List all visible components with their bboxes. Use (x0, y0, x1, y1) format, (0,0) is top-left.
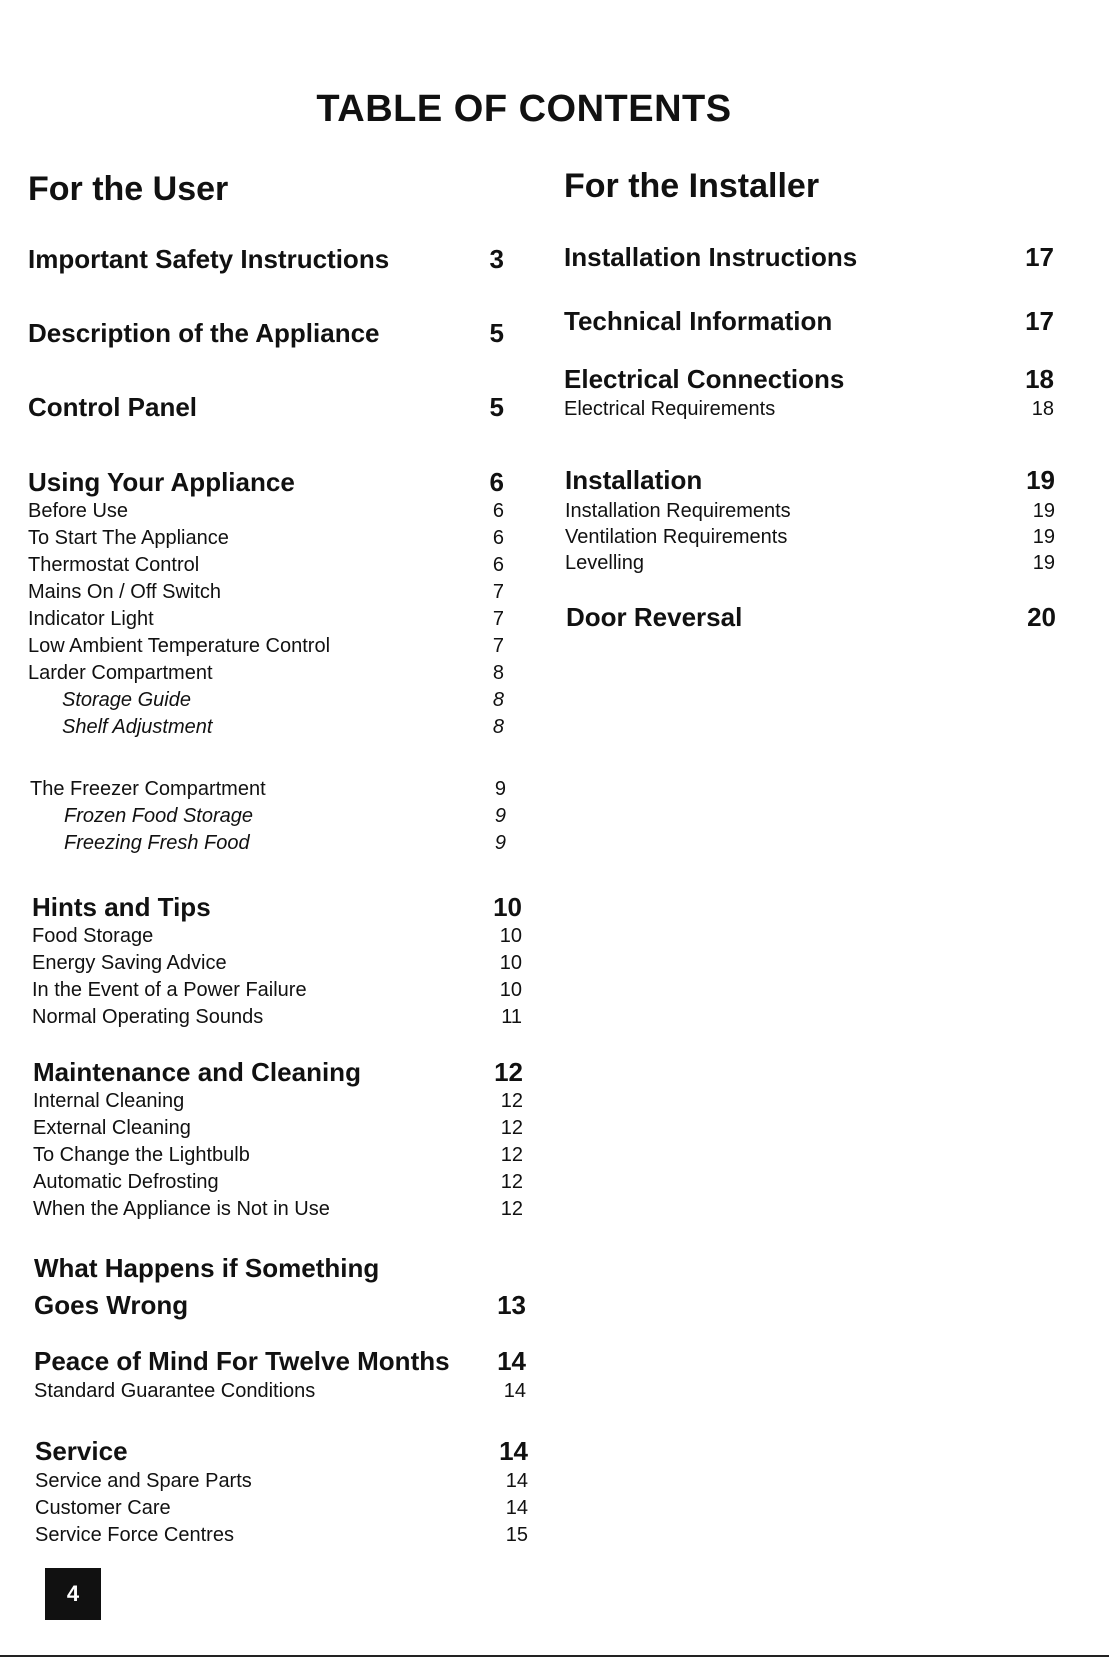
toc-entry-frozen-storage (30, 805, 506, 828)
toc-entry-label: Mains On / Off Switch (28, 581, 222, 603)
toc-entry-inst-req (565, 500, 1055, 523)
toc-entry-page: 12 (500, 1198, 523, 1220)
toc-entry-force-centres (35, 1524, 528, 1547)
toc-entry-label: Standard Guarantee Conditions (34, 1380, 316, 1402)
toc-entry-label: Important Safety Instructions (28, 244, 390, 274)
toc-entry-elec-req (564, 398, 1054, 421)
toc-entry-freezer (30, 778, 506, 801)
toc-entry-customer-care (35, 1497, 528, 1520)
toc-entry-guarantee (34, 1380, 526, 1403)
toc-entry-label: Storage Guide (62, 689, 191, 711)
toc-entry-page: 19 (1026, 465, 1055, 495)
installer-column-heading: For the Installer (564, 167, 820, 205)
toc-entry-page: 5 (489, 318, 504, 348)
toc-entry-label: Service (35, 1436, 128, 1466)
toc-entry-label: Hints and Tips (32, 892, 211, 922)
toc-entry-page: 14 (503, 1380, 526, 1402)
toc-entry-label: To Start The Appliance (28, 527, 229, 549)
toc-entry-label: Normal Operating Sounds (32, 1006, 264, 1028)
toc-entry-label: Electrical Requirements (564, 398, 776, 420)
toc-entry-freezing-fresh (30, 832, 506, 855)
toc-entry-internal (33, 1090, 523, 1113)
toc-entry-page: 9 (494, 778, 506, 800)
toc-entry-page: 6 (492, 527, 504, 549)
toc-entry-food-storage (32, 925, 522, 948)
toc-entry-indicator (28, 608, 504, 631)
toc-entry-lightbulb (33, 1144, 523, 1167)
toc-entry-page: 15 (505, 1524, 528, 1546)
toc-entry-page: 6 (489, 467, 504, 497)
toc-entry-page: 17 (1025, 306, 1054, 336)
toc-entry-label: Customer Care (35, 1497, 171, 1519)
toc-entry-label: Indicator Light (28, 608, 154, 630)
toc-entry-page: 11 (501, 1006, 522, 1028)
toc-entry-label: The Freezer Compartment (30, 778, 266, 800)
toc-entry-page: 19 (1032, 526, 1055, 548)
toc-entry-page: 10 (499, 952, 522, 974)
toc-entry-before-use (28, 500, 504, 523)
toc-entry-electrical (564, 364, 1054, 395)
toc-entry-label: Service Force Centres (35, 1524, 234, 1546)
toc-entry-control (28, 392, 504, 423)
toc-entry-safety (28, 244, 504, 275)
toc-entry-mains (28, 581, 504, 604)
toc-entry-label: In the Event of a Power Failure (32, 979, 307, 1001)
toc-entry-power-failure (32, 979, 522, 1002)
toc-entry-wrong-line1: What Happens if Something (34, 1253, 380, 1283)
toc-entry-label: Service and Spare Parts (35, 1470, 252, 1492)
toc-entry-page: 5 (489, 392, 504, 422)
toc-entry-label: External Cleaning (33, 1117, 191, 1139)
toc-entry-page: 18 (1031, 398, 1054, 420)
toc-entry-external (33, 1117, 523, 1140)
toc-entry-page: 6 (492, 554, 504, 576)
toc-entry-page: 19 (1032, 552, 1055, 574)
toc-entry-label: Using Your Appliance (28, 467, 295, 497)
toc-entry-label: Technical Information (564, 306, 833, 336)
toc-entry-label: Thermostat Control (28, 554, 200, 576)
page-number-badge: 4 (45, 1568, 101, 1620)
toc-entry-page: 3 (489, 244, 504, 274)
toc-entry-label: Installation Requirements (565, 500, 791, 522)
toc-entry-page: 6 (492, 500, 504, 522)
toc-entry-label: Installation Instructions (564, 242, 858, 272)
toc-entry-technical (564, 306, 1054, 337)
toc-entry-label: To Change the Lightbulb (33, 1144, 250, 1166)
toc-entry-not-in-use (33, 1198, 523, 1221)
toc-entry-label: When the Appliance is Not in Use (33, 1198, 330, 1220)
toc-entry-shelf-adjust (28, 716, 504, 739)
toc-entry-label: Door Reversal (566, 602, 743, 632)
toc-entry-defrost (33, 1171, 523, 1194)
toc-entry-page: 12 (500, 1144, 523, 1166)
toc-entry-page: 10 (499, 979, 522, 1001)
toc-entry-spare-parts (35, 1470, 528, 1493)
bottom-rule (0, 1655, 1109, 1657)
toc-entry-label: Maintenance and Cleaning (33, 1057, 361, 1087)
toc-entry-page: 9 (494, 805, 506, 827)
toc-entry-page: 14 (497, 1346, 526, 1376)
toc-entry-door (566, 602, 1056, 633)
toc-entry-wrong (34, 1290, 526, 1321)
toc-entry-page: 10 (493, 892, 522, 922)
toc-entry-energy (32, 952, 522, 975)
toc-entry-label: Peace of Mind For Twelve Months (34, 1346, 450, 1376)
toc-entry-page: 14 (505, 1470, 528, 1492)
toc-entry-page: 7 (492, 581, 504, 603)
toc-entry-label: Low Ambient Temperature Control (28, 635, 331, 657)
toc-entry-page: 19 (1032, 500, 1055, 522)
toc-entry-page: 10 (499, 925, 522, 947)
toc-entry-vent-req (565, 526, 1055, 549)
toc-entry-label: Goes Wrong (34, 1290, 189, 1320)
toc-entry-label: Food Storage (32, 925, 154, 947)
toc-entry-storage-guide (28, 689, 504, 712)
page-title: TABLE OF CONTENTS (316, 88, 732, 130)
toc-entry-label: Frozen Food Storage (64, 805, 253, 827)
toc-entry-label: Description of the Appliance (28, 318, 380, 348)
toc-entry-maintenance (33, 1057, 523, 1088)
toc-entry-label: Installation (565, 465, 703, 495)
toc-entry-page: 12 (494, 1057, 523, 1087)
toc-entry-page: 13 (497, 1290, 526, 1320)
toc-entry-label: Internal Cleaning (33, 1090, 185, 1112)
toc-entry-label: Larder Compartment (28, 662, 213, 684)
toc-entry-sounds (32, 1006, 522, 1029)
toc-entry-install-instr (564, 242, 1054, 273)
toc-entry-page: 12 (500, 1171, 523, 1193)
toc-entry-low-ambient (28, 635, 504, 658)
toc-entry-page: 18 (1025, 364, 1054, 394)
toc-entry-peace (34, 1346, 526, 1377)
toc-entry-label: Shelf Adjustment (62, 716, 213, 738)
toc-entry-label: Ventilation Requirements (565, 526, 788, 548)
toc-entry-page: 8 (492, 716, 504, 738)
toc-entry-service (35, 1436, 528, 1467)
toc-entry-page: 7 (492, 635, 504, 657)
toc-entry-page: 20 (1027, 602, 1056, 632)
toc-entry-using (28, 467, 504, 498)
toc-entry-label: Energy Saving Advice (32, 952, 227, 974)
toc-entry-label: Electrical Connections (564, 364, 845, 394)
toc-entry-hints (32, 892, 522, 923)
toc-entry-to-start (28, 527, 504, 550)
toc-entry-description (28, 318, 504, 349)
toc-entry-label: Freezing Fresh Food (64, 832, 250, 854)
toc-entry-installation (565, 465, 1055, 496)
toc-entry-thermostat (28, 554, 504, 577)
user-column-heading: For the User (28, 170, 229, 208)
toc-entry-page: 12 (500, 1090, 523, 1112)
toc-entry-page: 8 (492, 662, 504, 684)
toc-entry-label: Control Panel (28, 392, 198, 422)
toc-entry-page: 12 (500, 1117, 523, 1139)
toc-entry-page: 17 (1025, 242, 1054, 272)
toc-entry-page: 14 (499, 1436, 528, 1466)
toc-entry-larder (28, 662, 504, 685)
toc-entry-levelling (565, 552, 1055, 575)
toc-entry-label: Levelling (565, 552, 644, 574)
toc-entry-page: 14 (505, 1497, 528, 1519)
toc-entry-page: 7 (492, 608, 504, 630)
toc-entry-page: 8 (492, 689, 504, 711)
toc-entry-label: Automatic Defrosting (33, 1171, 219, 1193)
toc-entry-label: Before Use (28, 500, 129, 522)
toc-entry-page: 9 (494, 832, 506, 854)
